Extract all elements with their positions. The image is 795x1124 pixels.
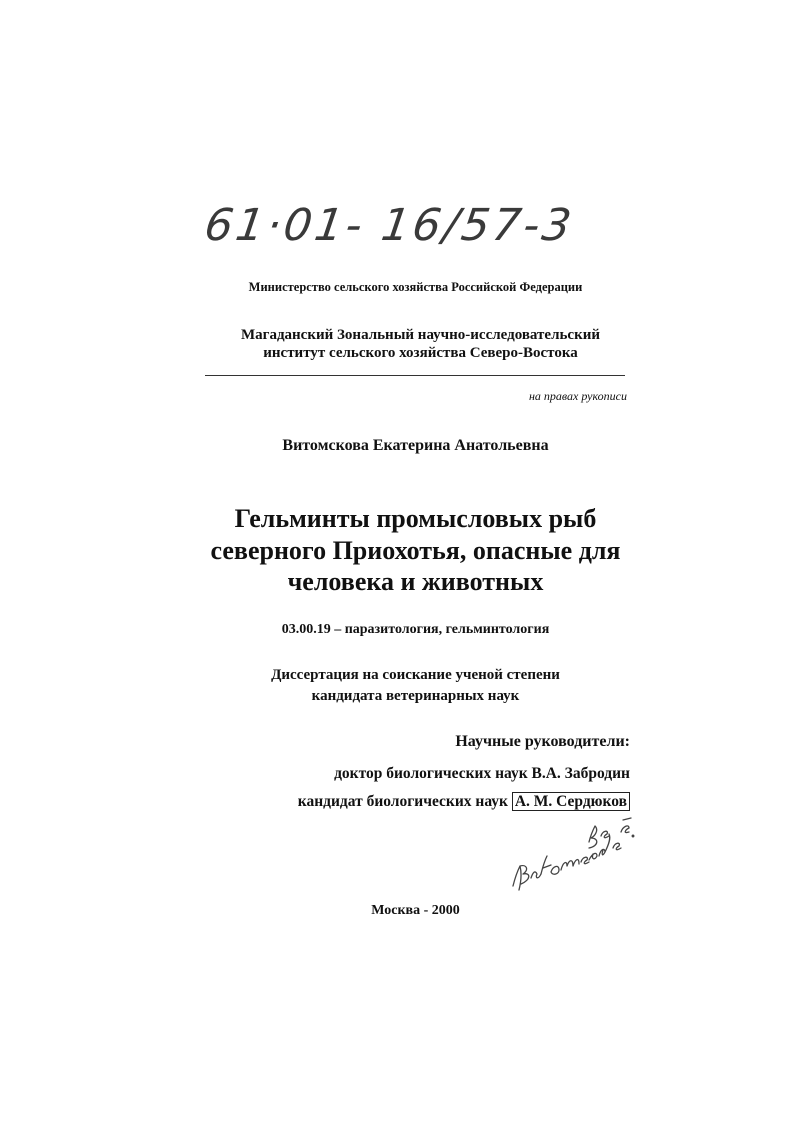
specialty-code: 03.00.19 – паразитология, гельминтология <box>281 622 550 637</box>
supervisor-second-name-box: А. М. Сердюков <box>512 792 630 811</box>
degree-statement-line-2: кандидата ветеринарных наук <box>311 688 520 704</box>
manuscript-rights-note: на правах рукописи <box>528 389 627 403</box>
dissertation-title-line-1: Гельминты промысловых рыб <box>234 504 597 533</box>
degree-statement-line-1: Диссертация на соискание ученой степени <box>271 667 560 683</box>
city-and-year: Москва - 2000 <box>371 903 460 918</box>
handwritten-catalog-number: 61·01- 16/57-3 <box>201 200 578 251</box>
handwritten-signature <box>505 808 645 903</box>
institute-name-line-2: институт сельского хозяйства Северо-Востока <box>263 345 578 361</box>
institute-name-line-1: Магаданский Зональный научно-исследовательский <box>240 327 601 343</box>
ministry-heading: Министерство сельского хозяйства Российской Федерации <box>248 280 583 294</box>
supervisors-heading: Научные руководители: <box>455 733 630 750</box>
author-name: Витомскова Екатерина Анатольевна <box>282 437 549 454</box>
dissertation-title-line-2: северного Приохотья, опасные для <box>210 536 621 565</box>
dissertation-title-line-3: человека и животных <box>287 567 544 596</box>
header-divider <box>205 375 625 376</box>
supervisor-second-title: кандидат биологических наук <box>297 793 508 810</box>
supervisor-first: доктор биологических наук В.А. Забродин <box>334 765 630 782</box>
